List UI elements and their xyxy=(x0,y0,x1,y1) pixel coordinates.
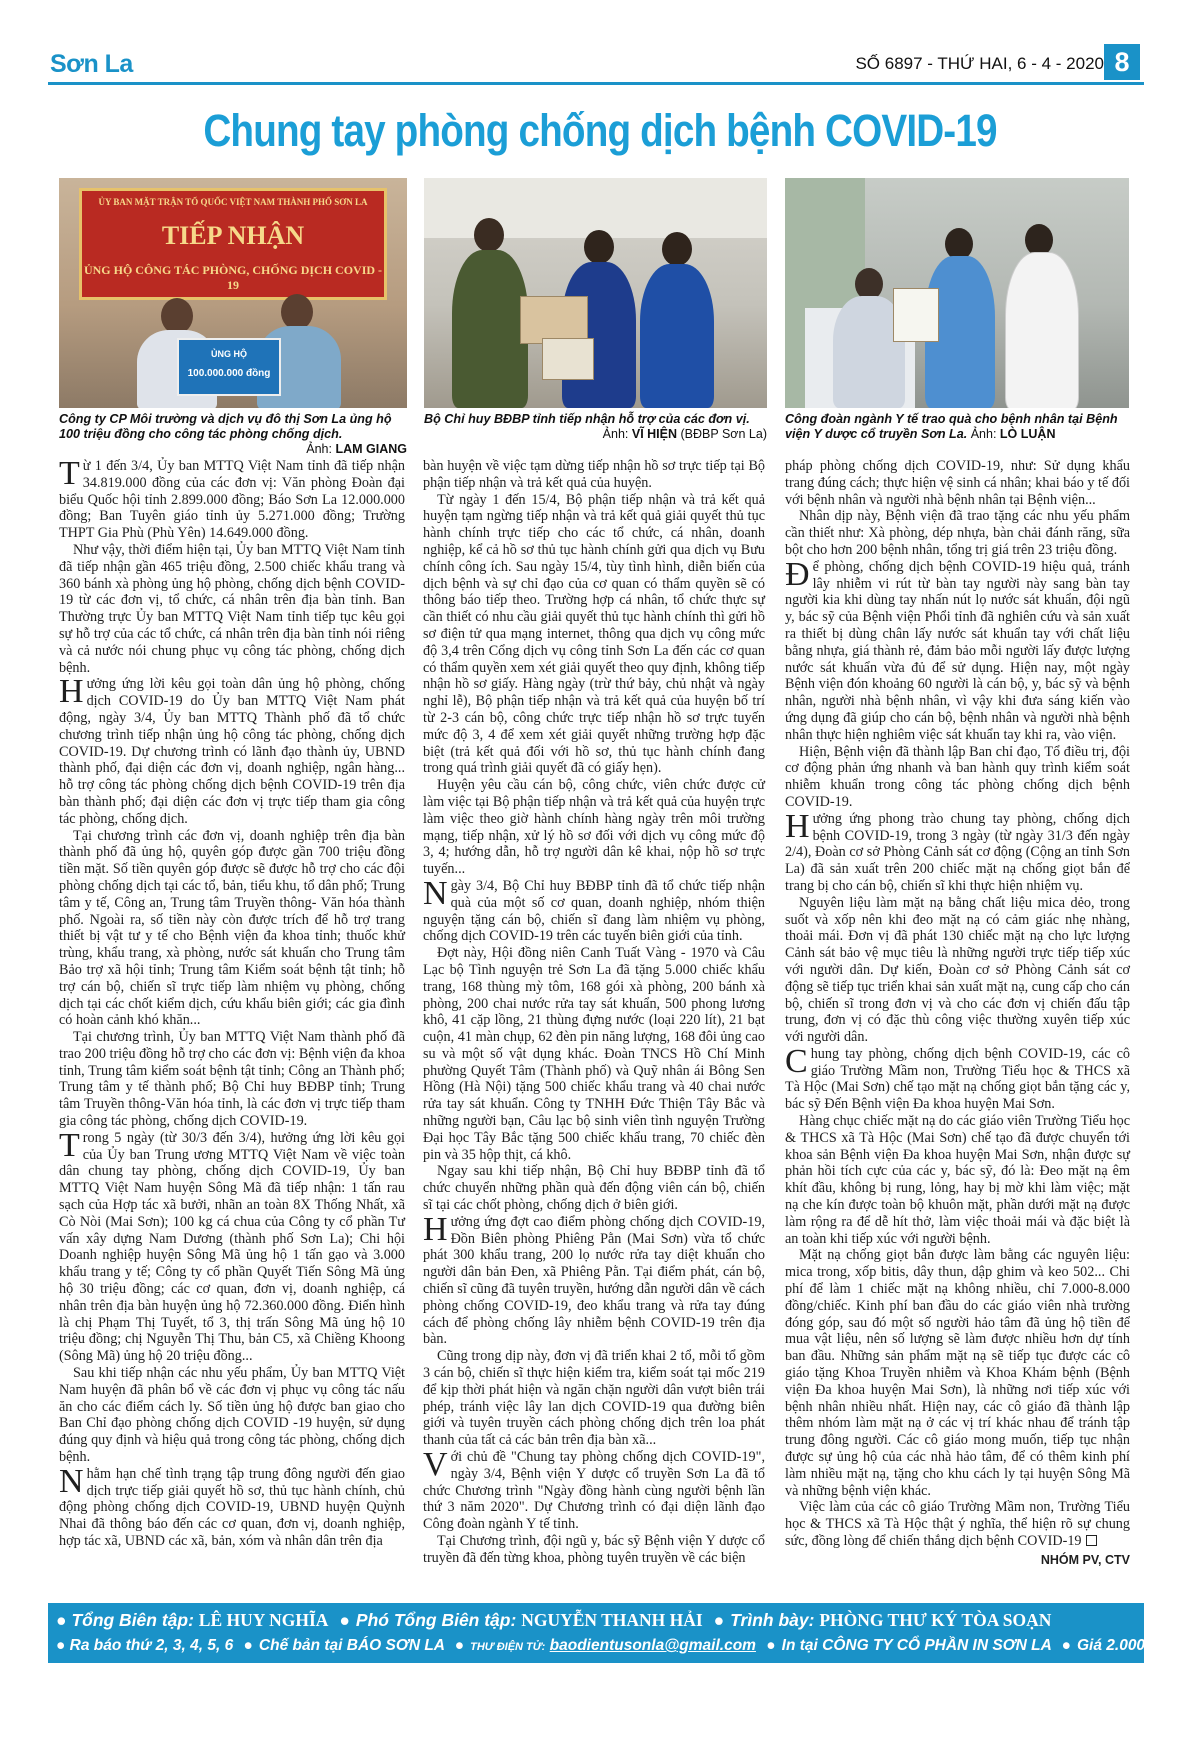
article-paragraph xyxy=(785,1113,1130,1247)
paragraph-text: Cũng trong dịp này, đơn vị đã triển khai 2 tổ, mỗi tổ gồm 3 cán bộ, chiến sĩ thực hiện kiểm tra, kiểm soát tại mốc 219 để kịp thời phát hiện và ngăn chặn người dân vượt biên trái phép, tránh việc lây lan dịch COVID-19 qua đường biên giới và tuyên truyền cách phòng chống dịch trên loa phát thanh của tất cả các bản trên địa bàn xã... xyxy=(423,1348,765,1449)
paragraph-text: Tại chương trình các đơn vị, doanh nghiệp trên địa bàn thành phố đã ủng hộ, quyên góp được gần 700 triệu đồng tiền mặt. Số tiền quyên góp được sẽ được hỗ trợ cho các đội phòng chống dịch tại các tổ, bản, tiểu khu, tổ dân phố; Trung tâm y tế, Công an, Trung tâm Truyền thông- Văn hóa thành phố. Ngoài ra, số tiền này còn được trích để hỗ trợ trang thiết bị vật tư y tế cho Bệnh viện đa khoa tỉnh; thuốc khử trùng, khẩu trang, xà phòng, nước sát khuẩn cho Trung tâm Bảo trợ xã hội tỉnh; Trung tâm Kiểm soát bệnh tật tỉnh; hỗ trợ cán bộ, chiến sĩ trực tiếp làm nhiệm vụ phòng, chống dịch tại các chốt kiểm dịch, cứu khẩu biên giới; các gia đình có hoàn cảnh khó khăn... xyxy=(59,827,405,1029)
paragraph-text: ưởng ứng đợt cao điểm phòng chống dịch COVID-19, Đồn Biên phòng Phiêng Pằn (Mai Sơn) vừa tổ chức phát 300 khẩu trang, 200 lọ nước rửa tay diệt khuẩn cho người dân bản Đen, xã Phiêng Pằn. Tại điểm phát, cán bộ, chiến sĩ cũng đã tuyên truyền, hướng dẫn người dân về cách phòng chống COVID-19, đeo khẩu trang và rửa tay đúng cách để phòng chống lây nhiễm bệnh COVID-19 trên địa bàn. xyxy=(423,1213,765,1348)
event-banner xyxy=(79,188,387,300)
typeset-location: BÁO SƠN LA xyxy=(346,1637,445,1654)
article-paragraph xyxy=(423,1163,765,1213)
contact-email-link[interactable]: baodientusonla@gmail.com xyxy=(549,1637,756,1654)
page-headline: Chung tay phòng chống dịch bệnh COVID-19 xyxy=(203,105,997,156)
drop-cap: H xyxy=(785,807,810,845)
paragraph-text: Nhân dịp này, Bệnh viện đã trao tặng các nhu yếu phẩm cần thiết như: Xà phòng, dép nhựa, bàn chải đánh răng, sữa bột cho hơn 200 bệnh nhân, tổng trị giá trên 23 triệu đồng. xyxy=(785,508,1130,558)
article-paragraph xyxy=(785,508,1130,558)
gift-box xyxy=(542,338,594,380)
paragraph-text: Tại chương trình, Ủy ban MTTQ Việt Nam thành phố đã trao 200 triệu đồng hỗ trợ cho các đơn vị: Bệnh viện đa khoa tỉnh, Trung tâm kiểm soát bệnh tật tỉnh; Công an Thành phố; Trung tâm y tế thành phố; Bộ Chỉ huy BĐBP tỉnh; Trung tâm Truyền thông-Văn hóa tỉnh, là các đơn vị trực tiếp tham gia công tác phòng, chống dịch COVID-19. xyxy=(59,1029,405,1130)
article-paragraph xyxy=(423,945,765,1163)
article-paragraph xyxy=(423,458,765,492)
page-number: 8 xyxy=(1104,44,1140,80)
paragraph-text: Hiện, Bệnh viện đã thành lập Ban chỉ đạo, Tổ điều trị, đội cơ động phản ứng nhanh và ban hành quy trình kiểm soát nhiễm khuẩn trong công tác phòng chống dịch bệnh COVID-19. xyxy=(785,743,1130,810)
photo-border-guard-receiving xyxy=(424,178,767,408)
drop-cap: H xyxy=(423,1210,448,1248)
photo-donation-ceremony xyxy=(59,178,407,408)
footer-info-row: ● Ra báo thứ 2, 3, 4, 5, 6 ● Chế bản tại BÁO SƠN LA ● THƯ ĐIỆN TỬ: baodientusonla@gmail.com ● In tại CÔNG TY CỔ PHẦN IN SƠN LA ● Giá 2.000đ xyxy=(56,1637,1155,1654)
article-paragraph xyxy=(59,542,405,676)
editor-in-chief: LÊ HUY NGHĨA xyxy=(198,1610,329,1630)
article-paragraph xyxy=(423,1533,765,1567)
drop-cap: H xyxy=(59,673,84,711)
paragraph-text: Ngay sau khi tiếp nhận, Bộ Chỉ huy BĐBP tỉnh đã tổ chức chuyển những phần quà đến động viên cán bộ, chiến sĩ tại các chốt phòng, chống dịch ở biên giới. xyxy=(423,1163,765,1214)
article-paragraph xyxy=(785,458,1130,508)
article-paragraph xyxy=(423,777,765,878)
publication-schedule: Ra báo thứ 2, 3, 4, 5, 6 xyxy=(69,1637,234,1654)
article-paragraph xyxy=(59,1462,405,1550)
article-paragraph xyxy=(59,1126,405,1365)
header-rule xyxy=(48,82,1144,85)
end-of-article-mark xyxy=(1086,1535,1097,1546)
article-paragraph xyxy=(423,874,765,945)
banner-title: TIẾP NHẬN xyxy=(161,221,305,250)
paragraph-text: ể phòng, chống dịch bệnh COVID-19 hiệu quả, tránh lây nhiễm vi rút từ bàn tay người này sang bàn tay người kia khi dùng tay nhấn nút lọ nước sát khuẩn, đội ngũ y, bác sỹ của Bệnh viện Phổi tỉnh đã nghiên cứu và sản xuất ra thiết bị dùng chân lấy nước sát khuẩn tay với chất liệu bằng nhựa, giá thành rẻ, đảm bảo mỗi người lấy được lượng nước sát khuẩn vừa đủ để sử dụng. Hiện nay, một ngày Bệnh viện đón khoảng 60 người là cán bộ, y, bác sỹ và bệnh nhân, người nhà bệnh nhân, vì vậy khi đưa sáng kiến vào ứng dụng đã giúp cho cán bộ, bệnh nhân và người nhà bệnh nhân thực hiện nghiêm việc sát khuẩn tay khi ra, vào viện. xyxy=(785,558,1130,743)
masthead-footer xyxy=(48,1603,1155,1663)
banner-org: ỦY BAN MẶT TRẬN TỔ QUỐC VIỆT NAM THÀNH PHỐ SƠN LA xyxy=(98,197,368,207)
article-column-3 xyxy=(785,458,1130,1569)
paragraph-text: Nguyên liệu làm mặt nạ bằng chất liệu mica dẻo, trong suốt và xốp nên khi đeo mặt nạ có cảm giác nhẹ nhàng, thoải mái. Đơn vị đã phát 130 chiếc mặt nạ cho lực lượng Cảnh sát bảo vệ mục tiêu là những người trực tiếp tiếp xúc với người dân. Dự kiến, Đoàn cơ sở Phòng Cảnh sát cơ động sẽ tiếp tục triển khai sản xuất mặt nạ, cung cấp cho cán bộ, chiến sĩ trong đơn vị và cho các đơn vị chiến đấu tập trung, đơn vị có đặc thù công việc thường xuyên tiếp xúc với người dân. xyxy=(785,894,1130,1046)
article-paragraph xyxy=(785,1247,1130,1499)
price: 2.000đ xyxy=(1106,1637,1155,1654)
article-paragraph xyxy=(59,455,405,542)
gift-package xyxy=(893,288,939,342)
article-paragraph xyxy=(785,744,1130,811)
article-paragraph xyxy=(59,1029,405,1130)
layout-office: PHÒNG THƯ KÝ TÒA SOẠN xyxy=(819,1610,1052,1630)
paragraph-text: ưởng ứng phong trào chung tay phòng, chống dịch bệnh COVID-19, trong 3 ngày (từ ngày 31/3 đến ngày 2/4), Đoàn cơ sở Phòng Cảnh sát cơ động (Cộng an tỉnh Sơn La) đã sản xuất trên 200 chiếc mặt nạ chống giọt bắn để trang bị cho cán bộ, chiến sĩ khi thực hiện nhiệm vụ. xyxy=(785,810,1130,894)
drop-cap: C xyxy=(785,1042,808,1080)
article-paragraph xyxy=(785,807,1130,895)
issue-info: SỐ 6897 - THỨ HAI, 6 - 4 - 2020 xyxy=(855,54,1104,73)
photo-credit: Ảnh: VĨ HIỆN (BĐBP Sơn La) xyxy=(602,427,767,441)
paragraph-text: ới chủ đề "Chung tay phòng chống dịch COVID-19", ngày 3/4, Bệnh viện Y dược cổ truyền Sơn La đã tổ chức Chương trình "Ngày đồng hành cùng người bệnh lần thứ 3 năm 2020". Dự Chương trình có đại diện lãnh đạo Công đoàn ngành Y tế tỉnh. xyxy=(423,1449,765,1533)
article-column-1 xyxy=(59,455,405,1550)
gift-box xyxy=(520,296,588,344)
paragraph-text: gày 3/4, Bộ Chỉ huy BĐBP tỉnh đã tổ chức tiếp nhận quà của một số cơ quan, doanh nghiệp, nhóm thiện nguyện tặng cán bộ, chiến sĩ đang làm nhiệm vụ phòng, chống dịch COVID-19 trên các tuyến biên giới của tỉnh. xyxy=(423,877,765,945)
donation-board: ỦNG HỘ 100.000.000 đồng xyxy=(177,338,281,396)
person-doctor xyxy=(1005,252,1079,408)
paragraph-text: Tại Chương trình, đội ngũ y, bác sỹ Bệnh viện Y dược cổ truyền đã đến từng khoa, phòng tuyên truyền về các biện xyxy=(423,1533,765,1566)
paragraph-text: hung tay phòng, chống dịch bệnh COVID-19, các cô giáo Trường Mầm non, Trường Tiểu học & THCS xã Tà Hộc (Mai Sơn) chế tạo mặt nạ chống giọt bắn tặng các y, bác sỹ Đến Bệnh viện Đa khoa huyện Mai Sơn. xyxy=(785,1045,1130,1113)
paragraph-text: Hàng chục chiếc mặt nạ do các giáo viên Trường Tiểu học & THCS xã Tà Hộc (Mai Sơn) chế tạo đã được chuyển tới khoa sản Bệnh viện Đa khoa huyện Mai Sơn, nhận được sự phản hồi tích cực của các y, bác sỹ, đó là: Đeo mặt nạ êm khít đầu, không bị rung, lỏng, hay bị mờ khi làm việc; mặt nạ che kín được toàn bộ khuôn mặt, phần dưới mặt nạ được làm rộng ra để dễ hít thở, làm việc thoải mái và đặc biệt là an toàn khi tiếp xúc với người bệnh. xyxy=(785,1113,1130,1247)
article-paragraph xyxy=(59,673,405,827)
paragraph-text: ừ 1 đến 3/4, Ủy ban MTTQ Việt Nam tỉnh đã tiếp nhận 34.819.000 đồng của các đơn vị: Văn phòng Đoàn đại biểu Quốc hội tỉnh 2.899.000 đồng; Báo Sơn La 12.000.000 đồng; Ban Tuyên giáo tỉnh ủy 5.271.000 đồng; Trường THPT Gia Phù (Phù Yên) 14.649.000 đồng. xyxy=(59,458,405,542)
paragraph-text: Từ ngày 1 đến 15/4, Bộ phận tiếp nhận và trả kết quả huyện tạm ngừng tiếp nhận và trả kết quả giải quyết thủ tục hành chính trực tiếp cho các tổ chức, cá nhân, doanh nghiệp, kể cả hồ sơ thủ tục hành chính gửi qua dịch vụ Bưu chính công ích. Sau ngày 15/4, tùy tình hình, diễn biến của dịch bệnh và sự chỉ đạo của cơ quan có thẩm quyền sẽ có thông báo tiếp theo. Trường hợp cá nhân, tổ chức thực sự cần thiết có nhu cầu giải quyết thủ tục hành chính thì gửi hồ sơ điện tử qua mạng internet, thông qua dịch vụ công mức độ 3,4 trên Cổng dịch vụ công tỉnh Sơn La đến các cơ quan có thẩm quyền xem xét giải quyết theo quy định, không tiếp nhận hồ sơ giấy. Hàng ngày (trừ thứ bảy, chủ nhật và ngày nghỉ lễ), Bộ phận tiếp nhận và trả kết quả của huyện bố trí từ 2-3 cán bộ, công chức trực tiếp nhận hồ sơ trực tuyến mức độ 3, 4 để xem xét giải quyết những trường hợp đặc biệt (trả kết quả đối với hồ sơ, thủ tục hành chính đang trong quá trình giải quyết đã có giấy hẹn). xyxy=(423,491,765,777)
article-paragraph xyxy=(785,1042,1130,1113)
photo-caption-1: Công ty CP Môi trường và dịch vụ đô thị Sơn La ủng hộ 100 triệu đồng cho công tác phòng chống dịch. Ảnh: LAM GIANG xyxy=(59,412,407,456)
article-paragraph xyxy=(423,1348,765,1449)
drop-cap: T xyxy=(59,1126,80,1164)
photo-credit: Ảnh: LÒ LUẬN xyxy=(970,427,1056,441)
photo-hospital-gift xyxy=(785,178,1129,408)
drop-cap: Đ xyxy=(785,555,810,593)
paragraph-text: Đợt này, Hội đồng niên Canh Tuất Vàng - 1970 và Câu Lạc bộ Tình nguyện trẻ Sơn La đã tặng 5.000 chiếc khẩu trang, 168 thùng mỳ tôm, 168 gói xà phòng, 200 bánh xà phòng, 200 chai nước rửa tay sát khuẩn, 500 phong lương khô, 41 cặp lồng, 21 thùng đựng nước (loại 220 lít), 21 bạt cuộn, 41 màn chụp, 62 đèn pin năng lượng, 168 đôi ủng cao su và một số vật dụng khác. Đoàn TNCS Hồ Chí Minh phường Quyết Tâm (Thành phố) và Quỹ nhân ái Bông Sen Hồng (Hà Nội) tặng 500 chiếc khẩu trang và 40 chai nước rửa tay sát khuẩn. Công ty TNHH Đức Thiện Tây Bắc và những người bạn, Câu lạc bộ sinh viên tình nguyện Trường Đại học Tây Bắc tặng 500 chiếc khẩu trang, 70 chiếc đèn pin và 35 hộp thịt, cá khô. xyxy=(423,945,765,1163)
photo-caption-3: Công đoàn ngành Y tế trao quà cho bệnh nhân tại Bệnh viện Y dược cổ truyền Sơn La. Ảnh: LÒ LUẬN xyxy=(785,412,1118,441)
paragraph-text: ưởng ứng lời kêu gọi toàn dân ủng hộ phòng, chống dịch COVID-19 do Ủy ban MTTQ Việt Nam phát động, ngày 3/4, Ủy ban MTTQ Thành phố đã tổ chức chương trình tiếp nhận ủng hộ công tác phòng, chống dịch COVID-19. Dự chương trình có lãnh đạo thành ủy, UBND thành phố, đại diện các đơn vị, doanh nghiệp, ngân hàng... hỗ trợ công tác phòng chống dịch bệnh COVID-19 trên địa bàn thành phố; đại diện các đơn vị trực tiếp tham gia công tác phòng, chống dịch. xyxy=(59,676,405,827)
drop-cap: N xyxy=(59,1462,84,1500)
article-paragraph xyxy=(59,1365,405,1466)
paragraph-text: Như vậy, thời điểm hiện tại, Ủy ban MTTQ Việt Nam tỉnh đã tiếp nhận gần 465 triệu đồng, 2.500 chiếc khẩu trang và 360 bánh xà phòng ủng hộ phòng, chống dịch bệnh COVID-19 từ các đơn vị, tổ chức, cá nhân trên địa bàn tỉnh. Ban Thường trực Ủy ban MTTQ Việt Nam tỉnh tiếp tục kêu gọi sự hỗ trợ của các tổ chức, cá nhân trên địa bàn tỉnh nói riêng và cả nước nói chung phục vụ công tác phòng, chống dịch bệnh. xyxy=(59,541,405,676)
paragraph-text: Huyện yêu cầu cán bộ, công chức, viên chức được cử làm việc tại Bộ phận tiếp nhận và trả kết quả của huyện trực làm việc theo giờ hành chính hàng ngày trên môi trường mạng, tiếp nhận, xử lý hồ sơ đối với dịch vụ công mức độ 3, 4; hướng dẫn, hỗ trợ người dân kê khai, nộp hồ sơ trực tuyến... xyxy=(423,777,765,878)
banner-subtitle: ỦNG HỘ CÔNG TÁC PHÒNG, CHỐNG DỊCH COVID - 19 xyxy=(83,263,383,292)
paragraph-text: hằm hạn chế tình trạng tập trung đông người đến giao dịch trực tiếp giải quyết hồ sơ, thủ tục hành chính, chủ động phòng chống dịch COVID-19, UBND huyện Quỳnh Nhai đã thông báo đến các cơ quan, đơn vị, doanh nghiệp, hợp tác xã, UBND các xã, bản, xóm và nhân dân trên địa xyxy=(59,1465,405,1549)
paragraph-text: Sau khi tiếp nhận các nhu yếu phẩm, Ủy ban MTTQ Việt Nam huyện đã phân bổ về các đơn vị phục vụ công tác nấu ăn cho các điểm cách ly. Số tiền ủng hộ được ban giao cho Ban Chỉ đạo phòng chống dịch COVID -19 huyện, sử dụng đúng quy định và hiệu quả trong công tác phòng, chống dịch bệnh. xyxy=(59,1365,405,1466)
article-signature: NHÓM PV, CTV xyxy=(1040,1552,1130,1567)
drop-cap: T xyxy=(59,455,80,492)
paragraph-text: Việc làm của các cô giáo Trường Mầm non, Trường Tiểu học & THCS xã Tà Hộc thật ý nghĩa, thể hiện rõ sự chung sức, đồng lòng để chiến thắng dịch bệnh COVID-19 xyxy=(785,1499,1130,1549)
paragraph-text: Mặt nạ chống giọt bắn được làm bằng các nguyên liệu: mica trong, xốp bitis, dây thun, dập ghim và keo 502... Chi phí để làm 1 chiếc mặt nạ không nhiều, chỉ 7.000-8.000 đồng/chiếc. Kinh phí ban đầu do các giáo viên nhà trường đóng góp, sau đó một số người hảo tâm đã ủng hộ tiền để mua vật liệu, nên số lượng sẽ làm được nhiều hơn dự tính ban đầu. Những sản phẩm mặt nạ sẽ tiếp tục được các cô giáo tặng Khoa Truyền nhiễm và Khoa Khám bệnh (Bệnh viện Đa khoa huyện Mai Sơn), là những nơi tiếp xúc với bệnh nhân nhiều nhất. Hiện nay, các cô giáo đã thành lập thêm nhóm làm mặt nạ ở các vị trí khác nhau để tránh tập trung đông người. Các cô giáo mong muốn, tiếp tục nhận được sự ủng hộ của các nhà hảo tâm, để có thêm kinh phí làm nhiều mặt nạ, tặng cho khu cách ly tại huyện Sông Mã và những bệnh viện khác. xyxy=(785,1247,1130,1499)
photo-caption-2: Bộ Chỉ huy BĐBP tỉnh tiếp nhận hỗ trợ của các đơn vị. Ảnh: VĨ HIỆN (BĐBP Sơn La) xyxy=(424,412,767,441)
paragraph-text: pháp phòng chống dịch COVID-19, như: Sử dụng khẩu trang đúng cách; thực hiện vệ sinh cá nhân; khai báo y tế đối với bệnh nhân và người nhà bệnh nhân tại Bệnh viện... xyxy=(785,458,1130,508)
article-paragraph xyxy=(423,492,765,778)
article-paragraph xyxy=(785,1499,1130,1549)
article-paragraph xyxy=(59,828,405,1030)
article-paragraph xyxy=(785,895,1130,1046)
photo-credit: Ảnh: LAM GIANG xyxy=(306,442,407,456)
person-volunteer-female xyxy=(640,264,714,408)
footer-staff-row: ● Tổng Biên tập: LÊ HUY NGHĨA ● Phó Tổng Biên tập: NGUYỄN THANH HẢI ● Trình bày: PHÒNG THƯ KÝ TÒA SOẠN xyxy=(56,1610,1052,1630)
article-paragraph xyxy=(785,555,1130,744)
deputy-editor: NGUYỄN THANH HẢI xyxy=(521,1610,703,1630)
article-paragraph xyxy=(423,1446,765,1533)
printer-name: CÔNG TY CỔ PHẦN IN SƠN LA xyxy=(822,1637,1052,1654)
drop-cap: N xyxy=(423,874,448,912)
section-brand: Sơn La xyxy=(50,50,133,78)
article-paragraph xyxy=(423,1210,765,1348)
paragraph-text: rong 5 ngày (từ 30/3 đến 3/4), hưởng ứng lời kêu gọi của Ủy ban Trung ương MTTQ Việt Nam về việc toàn dân chung tay phòng, chống dịch COVID-19, Ủy ban MTTQ Việt Nam huyện Sông Mã đã tiếp nhận: 1 tấn rau sạch của Hợp tác xã bưởi, nhãn an toàn 8X Thống Nhất, xã Cò Nòi (Mai Sơn); 100 kg cá chua của Công ty cổ phần Tư vấn xây dựng Nam Dương (thành phố Sơn La); Chi hội Doanh nghiệp huyện Sông Mã ủng hộ 1 tấn gạo và 3.000 khẩu trang y tế; Công ty cổ phần Quyết Tiến Sông Mã ủng hộ 30 triệu đồng; các cơ quan, đơn vị, doanh nghiệp, cá nhân trên địa bàn huyện ủng hộ 72.360.000 đồng. Điển hình là chị Phạm Thị Tuyết, tổ 3, thị trấn Sông Mã ủng hộ 10 triệu đồng; chị Nguyễn Thị Thu, bản C5, xã Chiềng Khoong (Sông Mã) ủng hộ 20 triệu đồng... xyxy=(59,1129,405,1365)
article-column-2 xyxy=(423,458,765,1567)
drop-cap: V xyxy=(423,1446,448,1484)
person-soldier xyxy=(452,250,528,408)
paragraph-text: bàn huyện về việc tạm dừng tiếp nhận hồ sơ trực tiếp tại Bộ phận tiếp nhận và trả kết quả của huyện. xyxy=(423,458,765,491)
